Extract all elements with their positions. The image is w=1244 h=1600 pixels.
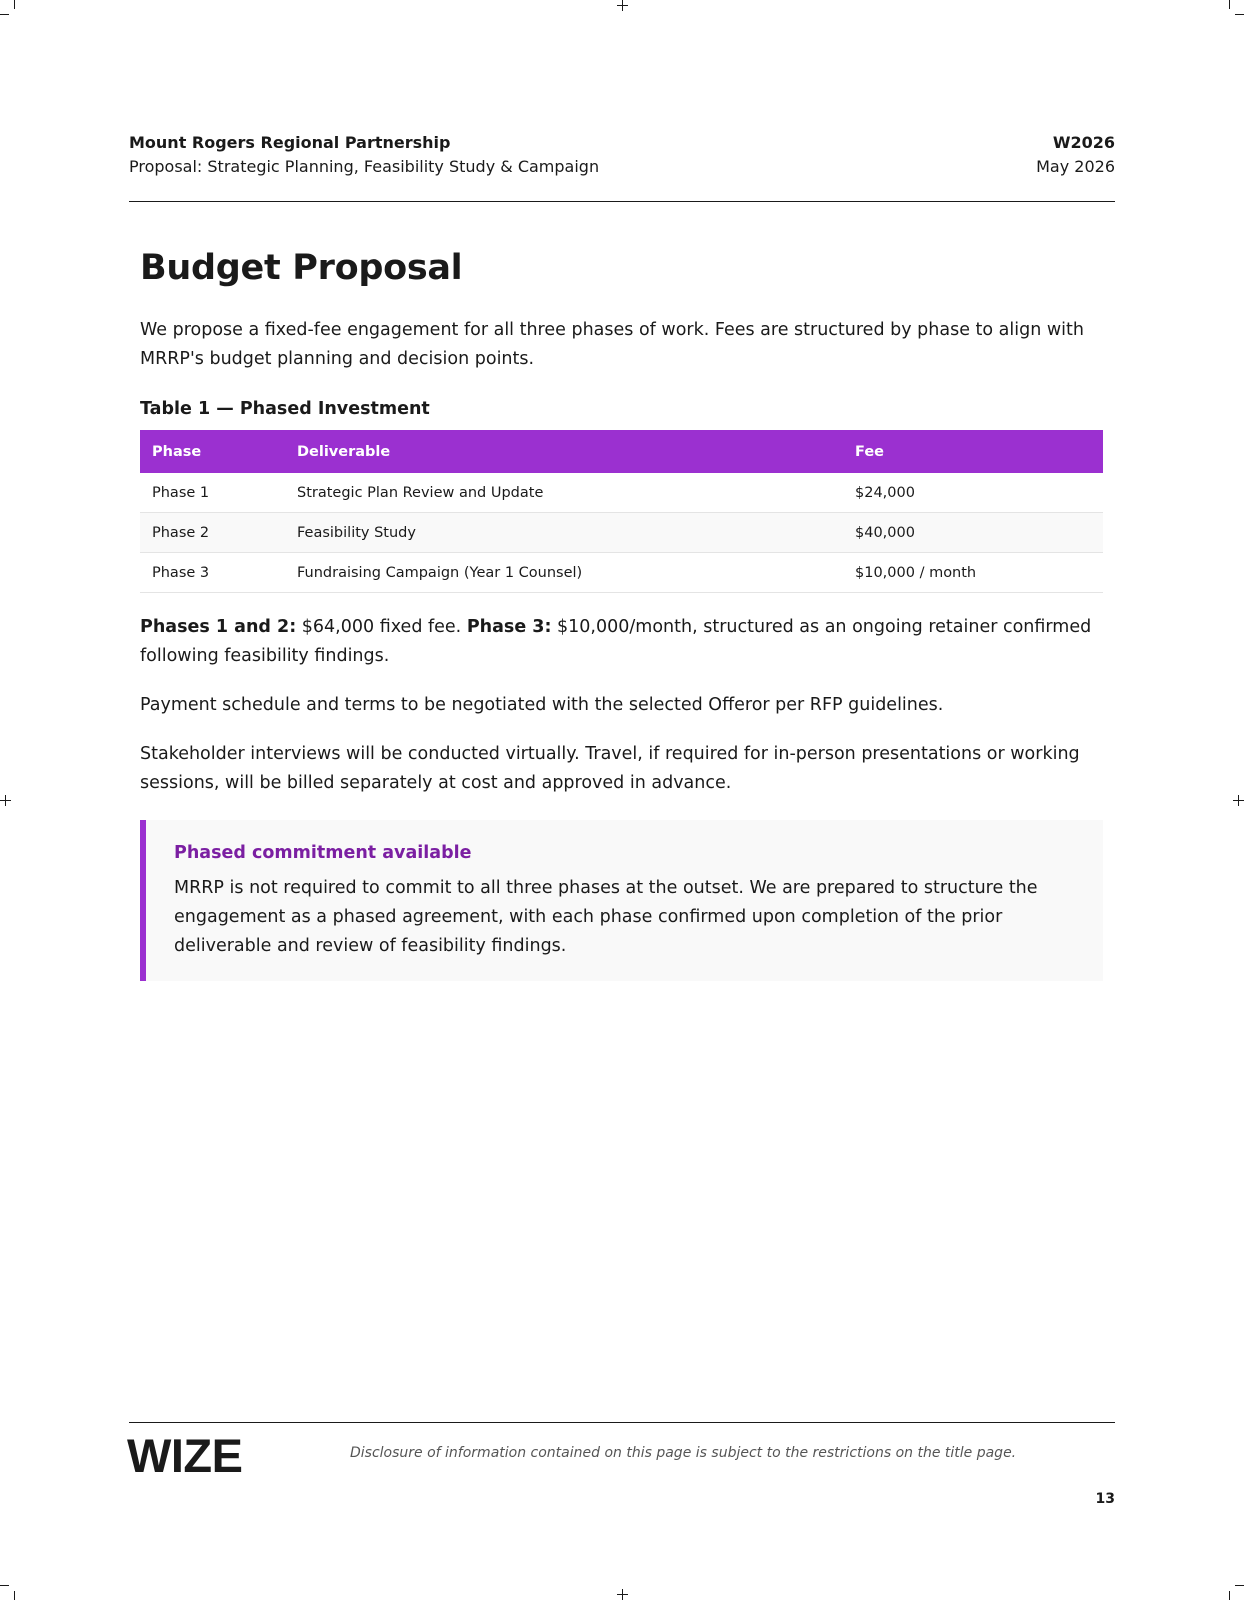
crop-mark-bottom-left xyxy=(14,1591,15,1600)
fee-summary-label-phase-3: Phase 3: xyxy=(466,617,552,637)
column-header-deliverable: Deliverable xyxy=(297,443,391,460)
registration-mark-left xyxy=(0,795,11,806)
table-header-row xyxy=(140,430,1103,473)
page-header xyxy=(129,131,1115,202)
fee-summary-paragraph xyxy=(140,613,1103,671)
cell-deliverable: Feasibility Study xyxy=(285,513,843,553)
header-left xyxy=(129,131,599,179)
fee-summary-label-phases-1-2: Phases 1 and 2: xyxy=(140,617,297,637)
phased-investment-table xyxy=(140,430,1103,593)
cell-fee: $10,000 / month xyxy=(843,553,1103,593)
table-row xyxy=(140,513,1103,553)
table-caption: Table 1 — Phased Investment xyxy=(140,399,430,419)
callout-text: MRRP is not required to commit to all three phases at the outset. We are prepared to structure the engagement as a phased agreement, with each phase confirmed upon completion of the prior deliverable and review of feasibility findings. xyxy=(174,878,1038,956)
column-header-phase: Phase xyxy=(152,443,202,460)
intro-paragraph: We propose a fixed-fee engagement for all three phases of work. Fees are structured by phase to align with MRRP's budget planning and decision points. xyxy=(140,320,1084,369)
header-right xyxy=(1036,131,1115,179)
callout-title: Phased commitment available xyxy=(174,843,472,863)
travel-paragraph: Stakeholder interviews will be conducted virtually. Travel, if required for in-person presentations or working sessions, will be billed separately at cost and approved in advance. xyxy=(140,744,1080,793)
wize-logo: WIZE xyxy=(127,1429,243,1482)
fee-summary-text-phase-3: $10,000/month, structured as an ongoing retainer confirmed following feasibility findings. xyxy=(140,617,1092,666)
cell-fee: $24,000 xyxy=(843,473,1103,513)
cell-deliverable: Fundraising Campaign (Year 1 Counsel) xyxy=(285,553,843,593)
disclosure-text: Disclosure of information contained on this page is subject to the restrictions on the title page. xyxy=(350,1445,1017,1461)
cell-phase: Phase 3 xyxy=(140,553,285,593)
doc-code: W2026 xyxy=(1052,133,1115,152)
cell-phase: Phase 2 xyxy=(140,513,285,553)
cell-fee: $40,000 xyxy=(843,513,1103,553)
org-name: Mount Rogers Regional Partnership xyxy=(129,133,451,152)
footer-divider xyxy=(129,1422,1115,1423)
doc-subtitle: Proposal: Strategic Planning, Feasibility Study & Campaign xyxy=(129,157,600,176)
main-content xyxy=(140,244,1103,981)
cell-phase: Phase 1 xyxy=(140,473,285,513)
crop-mark-top-right xyxy=(1235,14,1244,15)
crop-mark-bottom-right xyxy=(1235,1585,1244,1586)
registration-mark-bottom xyxy=(617,1589,628,1600)
payment-paragraph: Payment schedule and terms to be negotiated with the selected Offeror per RFP guidelines. xyxy=(140,695,944,715)
crop-mark-top-right xyxy=(1229,0,1230,9)
doc-date: May 2026 xyxy=(1036,157,1115,176)
table-row xyxy=(140,473,1103,513)
fee-summary-text-phases-1-2: $64,000 fixed fee. xyxy=(296,617,467,637)
phased-commitment-callout xyxy=(140,820,1103,981)
crop-mark-bottom-right xyxy=(1229,1591,1230,1600)
registration-mark-top xyxy=(617,0,628,11)
registration-mark-right xyxy=(1233,795,1244,806)
cell-deliverable: Strategic Plan Review and Update xyxy=(285,473,843,513)
crop-mark-top-left xyxy=(0,14,9,15)
page-title: Budget Proposal xyxy=(140,248,463,288)
table-row xyxy=(140,553,1103,593)
crop-mark-top-left xyxy=(14,0,15,9)
page-number: 13 xyxy=(1095,1491,1115,1507)
crop-mark-bottom-left xyxy=(0,1585,9,1586)
column-header-fee: Fee xyxy=(855,443,884,460)
